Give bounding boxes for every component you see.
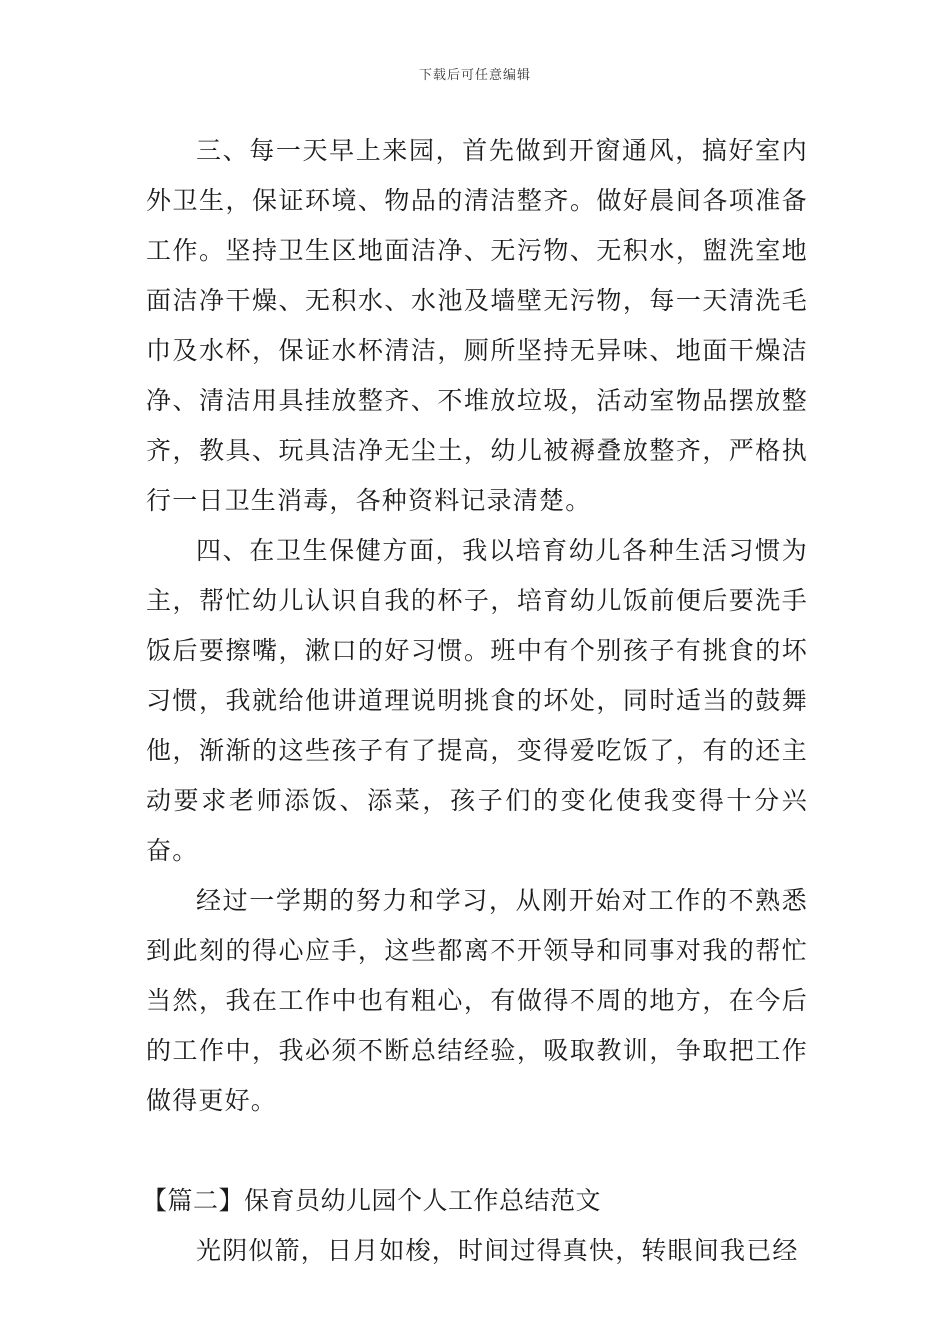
section-heading [142,1176,808,1226]
section-title: 保育员幼儿园个人工作总结范文 [244,1186,602,1215]
document-body [142,126,808,1276]
section-spacer [146,1126,808,1176]
page-header-note: 下载后可任意编辑 [418,68,531,83]
paragraph-conclusion: 经过一学期的努力和学习，从刚开始对工作的不熟悉到此刻的得心应手，这些都离不开领导和同事对我的帮忙当然，我在工作中也有粗心，有做得不周的地方，在今后的工作中，我必须不断总结经验，吸取教训，争取把工作做得更好。 [146,886,808,1115]
section-label: 【篇二】 [142,1186,245,1215]
paragraph-4: 四、在卫生保健方面，我以培育幼儿各种生活习惯为主，帮忙幼儿认识自我的杯子，培育幼儿饭前便后要洗手饭后要擦嘴，漱口的好习惯。班中有个别孩子有挑食的坏习惯，我就给他讲道理说明挑食的坏处，同时适当的鼓舞他，渐渐的这些孩子有了提高，变得爱吃饭了，有的还主动要求老师添饭、添菜，孩子们的变化使我变得十分兴奋。 [146,536,808,865]
section-first-paragraph: 光阴似箭，日月如梭，时间过得真快，转眼间我已经 [196,1236,799,1265]
paragraph-3: 三、每一天早上来园，首先做到开窗通风，搞好室内外卫生，保证环境、物品的清洁整齐。做好晨间各项准备工作。坚持卫生区地面洁净、无污物、无积水，盥洗室地面洁净干燥、无积水、水池及墙壁无污物，每一天清洗毛巾及水杯，保证水杯清洁，厕所坚持无异味、地面干燥洁净、清洁用具挂放整齐、不堆放垃圾，活动室物品摆放整齐，教具、玩具洁净无尘土，幼儿被褥叠放整齐，严格执行一日卫生消毒，各种资料记录清楚。 [146,136,808,515]
